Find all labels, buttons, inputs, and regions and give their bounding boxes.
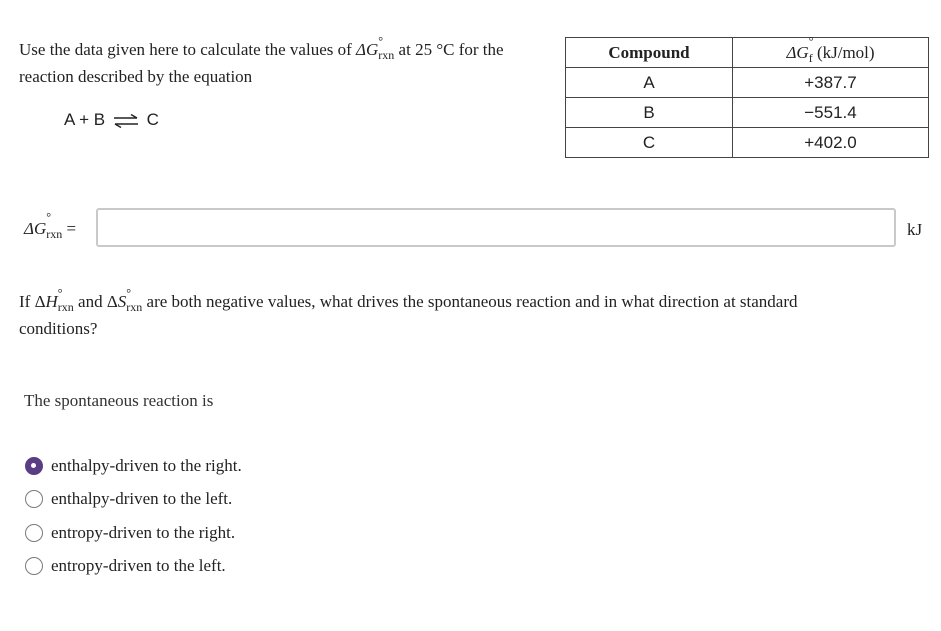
enthalpy-standard-marker: ° $_{rxn}$ [57, 286, 74, 314]
compound-cell: A [566, 68, 733, 98]
f-subscript: f [808, 50, 813, 65]
intro-part2: at 25 °C for the reaction described by the equation [19, 40, 504, 86]
delta-gf-cell: −551.4 [733, 98, 929, 128]
rxn-subscript: rxn [378, 48, 395, 62]
answer-prompt: The spontaneous reaction is [24, 391, 214, 410]
answer-label [24, 210, 77, 241]
option-entropy-left[interactable] [25, 550, 242, 584]
delta-gf-symbol: ΔG [786, 42, 809, 62]
option-enthalpy-left[interactable] [25, 483, 242, 517]
entropy-standard-marker: ° $_{rxn}$ [126, 286, 143, 314]
answer-rxn-subscript: rxn [46, 227, 63, 241]
option-label: enthalpy-driven to the left. [51, 489, 233, 509]
radio-button[interactable] [25, 490, 43, 508]
gibbs-data-table [565, 33, 929, 158]
question-text [19, 286, 819, 342]
option-entropy-right[interactable] [25, 516, 242, 550]
intro-part1: Use the data given here to calculate the values of [19, 40, 357, 59]
standard-state-marker: ° $_{rxn}$ [378, 34, 395, 62]
question-part1: If Δ [19, 292, 46, 311]
answer-unit: kJ [907, 220, 923, 239]
entropy-symbol: S [117, 292, 127, 311]
reaction-equation [64, 109, 159, 131]
entropy-rxn-subscript: rxn [126, 300, 143, 314]
answer-options [25, 449, 242, 583]
equilibrium-arrows-icon [113, 114, 139, 128]
enthalpy-symbol: H [45, 292, 58, 311]
radio-button[interactable] [25, 557, 43, 575]
radio-button[interactable] [25, 457, 43, 475]
answer-equals: = [62, 219, 77, 238]
table-row [566, 128, 929, 158]
answer-delta-g-symbol: ΔG [24, 219, 47, 238]
delta-gf-column-header [733, 33, 929, 68]
equation-left: A + B [64, 110, 106, 129]
delta-gf-cell: +402.0 [733, 128, 929, 158]
enthalpy-rxn-subscript: rxn [57, 300, 74, 314]
compound-column-header: Compound [566, 38, 733, 68]
delta-g-symbol: ΔG [356, 40, 379, 59]
table-header-row [566, 38, 929, 68]
compound-cell: C [566, 128, 733, 158]
table-row [566, 68, 929, 98]
option-enthalpy-right[interactable] [25, 449, 242, 483]
table-row [566, 98, 929, 128]
delta-gf-unit: (kJ/mol) [812, 42, 875, 62]
intro-text [19, 34, 549, 90]
option-label: entropy-driven to the left. [51, 556, 226, 576]
option-label: enthalpy-driven to the right. [51, 455, 242, 475]
radio-button[interactable] [25, 524, 43, 542]
question-part2: and Δ [73, 292, 118, 311]
question-part3: are both negative values, what drives the spontaneous reaction and in what direction at standard conditions? [19, 292, 798, 338]
option-label: entropy-driven to the right. [51, 522, 236, 542]
answer-row [0, 207, 941, 252]
standard-formation-marker: ° $_f$ [808, 33, 814, 65]
delta-g-answer-input[interactable] [96, 208, 896, 247]
answer-standard-marker: ° $_{rxn}$ [46, 210, 63, 241]
compound-cell: B [566, 98, 733, 128]
equation-right: C [146, 110, 159, 129]
delta-gf-cell: +387.7 [733, 68, 929, 98]
